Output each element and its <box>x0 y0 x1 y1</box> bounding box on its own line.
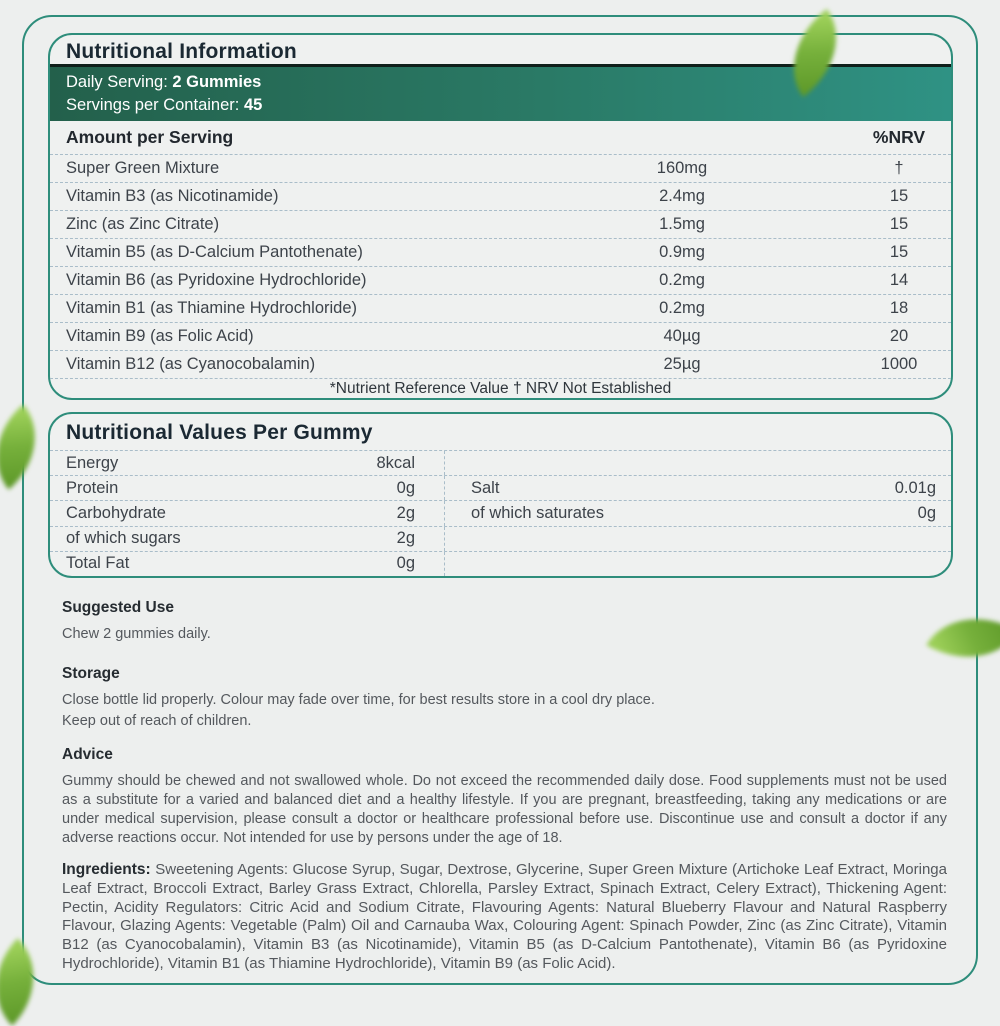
advice-section <box>62 746 947 848</box>
table-row <box>50 154 951 182</box>
ingredients-heading: Ingredients: <box>62 861 156 878</box>
nutrient-name: Vitamin B5 (as D-Calcium Pantothenate) <box>66 243 363 261</box>
per-gummy-right-cell <box>444 501 951 525</box>
suggested-use-section <box>62 599 947 644</box>
nutrient-nrv: † <box>894 159 904 177</box>
nrv-footnote: *Nutrient Reference Value † NRV Not Established <box>50 378 951 398</box>
per-gummy-right-cell <box>444 527 951 551</box>
nutrient-value: 0g <box>396 478 415 497</box>
nutrient-nrv: 15 <box>889 243 909 261</box>
per-gummy-row <box>50 551 951 576</box>
nutritional-information-title: Nutritional Information <box>66 40 297 63</box>
suggested-use-body: Chew 2 gummies daily. <box>62 626 211 642</box>
nutrient-nrv: 14 <box>889 271 909 289</box>
nutrient-amount: 2.4mg <box>659 187 705 205</box>
nutrient-value: 2g <box>396 529 415 548</box>
nrv-header: %NRV <box>872 127 926 147</box>
nutrient-name: Super Green Mixture <box>66 159 220 177</box>
per-gummy-row <box>50 526 951 551</box>
per-gummy-title: Nutritional Values Per Gummy <box>66 421 373 444</box>
servings-per-container-label: Servings per Container: <box>66 96 244 114</box>
per-gummy-row <box>50 500 951 525</box>
nutrient-amount: 40µg <box>663 327 701 345</box>
nutrient-amount: 0.2mg <box>659 299 705 317</box>
per-gummy-right-cell <box>444 451 951 475</box>
nutrient-name: Vitamin B12 (as Cyanocobalamin) <box>66 355 316 373</box>
nutrient-amount: 0.2mg <box>659 271 705 289</box>
storage-line-1: Close bottle lid properly. Colour may fade over time, for best results store in a cool dry place. <box>62 692 655 708</box>
nutrient-value: 0g <box>396 554 415 573</box>
nutrient-name: Carbohydrate <box>66 504 166 522</box>
nutrient-nrv: 15 <box>889 187 909 205</box>
nutrient-amount: 160mg <box>656 159 708 177</box>
nutrient-name: Vitamin B6 (as Pyridoxine Hydrochloride) <box>66 271 367 289</box>
servings-per-container-line <box>66 94 935 117</box>
nutrient-value: 0g <box>917 504 936 522</box>
nutrient-amount: 0.9mg <box>659 243 705 261</box>
nutrient-name: of which sugars <box>66 529 181 548</box>
nutrient-name: Energy <box>66 453 119 472</box>
storage-heading: Storage <box>62 665 120 682</box>
ingredients-body: Sweetening Agents: Glucose Syrup, Sugar, Dextrose, Glycerine, Super Green Mixture (Artichoke Leaf Extract, Moringa Leaf Extract, Broccoli Extract, Barley Grass Extract, Chlorella, Parsley Extract, Spinach Extract, Celery Extract), Thickening Agent: Pectin, Acidity Regulators: Citric Acid and Sodium Citrate, Flavouring Agents: Natural Blueberry Flavour and Natural Raspberry Flavour, Glazing Agents: Vegetable (Palm) Oil and Carnauba Wax, Colouring Agent: Spinach Powder, Zinc (as Zinc Citrate), Vitamin B12 (as Cyanocobalamin), Vitamin B3 (as Nicotinamide), Vitamin B5 (as D-Calcium Pantothenate), Vitamin B6 (as Pyridoxine Hydrochloride), Vitamin B1 (as Thiamine Hydrochloride), Vitamin B9 (as Folic Acid). <box>62 861 947 972</box>
nutrient-name: of which saturates <box>471 504 604 522</box>
advice-heading: Advice <box>62 746 113 763</box>
nutrient-value: 2g <box>396 504 415 522</box>
table-row <box>50 182 951 210</box>
nutrient-value: 8kcal <box>376 453 415 472</box>
storage-section <box>62 665 947 731</box>
nutrient-nrv: 1000 <box>880 355 918 373</box>
per-gummy-panel <box>48 412 953 578</box>
suggested-use-heading: Suggested Use <box>62 599 174 616</box>
per-gummy-row <box>50 450 951 475</box>
nutrient-amount: 25µg <box>663 355 701 373</box>
nutrient-nrv: 18 <box>889 299 909 317</box>
nutrient-name: Total Fat <box>66 554 130 573</box>
nutrient-name: Salt <box>471 478 500 497</box>
per-gummy-table <box>50 450 951 576</box>
daily-serving-value: 2 Gummies <box>172 73 262 91</box>
per-gummy-right-cell <box>444 552 951 576</box>
info-sections <box>62 599 947 974</box>
per-gummy-left-cell <box>50 552 444 576</box>
ingredients-paragraph <box>62 861 947 974</box>
table-row <box>50 266 951 294</box>
table-row <box>50 210 951 238</box>
storage-line-2: Keep out of reach of children. <box>62 713 252 729</box>
table-row <box>50 238 951 266</box>
per-gummy-left-cell <box>50 451 444 475</box>
nutrient-name: Vitamin B9 (as Folic Acid) <box>66 327 254 345</box>
table-row <box>50 350 951 378</box>
per-gummy-left-cell <box>50 527 444 551</box>
nutrient-nrv: 20 <box>889 327 909 345</box>
nutrient-name: Protein <box>66 478 119 497</box>
per-gummy-row <box>50 475 951 500</box>
nutrient-nrv: 15 <box>889 215 909 233</box>
per-gummy-right-cell <box>444 476 951 500</box>
table-row <box>50 294 951 322</box>
per-gummy-left-cell <box>50 476 444 500</box>
nutrient-amount: 1.5mg <box>659 215 705 233</box>
nutrient-name: Vitamin B1 (as Thiamine Hydrochloride) <box>66 299 358 317</box>
nutrient-name: Vitamin B3 (as Nicotinamide) <box>66 187 279 205</box>
nutrient-value: 0.01g <box>894 478 936 497</box>
advice-body: Gummy should be chewed and not swallowed whole. Do not exceed the recommended daily dose. Food supplements must not be used as a substitute for a varied and balanced diet and a healthy lifestyle. If you are pregnant, breastfeeding, taking any medications or are under medical supervision, please consult a doctor or healthcare professional before use. Discontinue use and consult a doctor if any adverse reactions occur. Not intended for use by persons under the age of 18. <box>62 773 947 846</box>
per-gummy-left-cell <box>50 501 444 525</box>
nutritional-information-panel <box>48 33 953 400</box>
servings-per-container-value: 45 <box>243 96 263 114</box>
amount-per-serving-header: Amount per Serving <box>66 127 234 147</box>
table-row <box>50 322 951 350</box>
nutrient-name: Zinc (as Zinc Citrate) <box>66 215 220 233</box>
daily-serving-label: Daily Serving: <box>66 73 173 91</box>
table-header-row <box>50 121 951 154</box>
ingredients-section <box>62 861 947 974</box>
